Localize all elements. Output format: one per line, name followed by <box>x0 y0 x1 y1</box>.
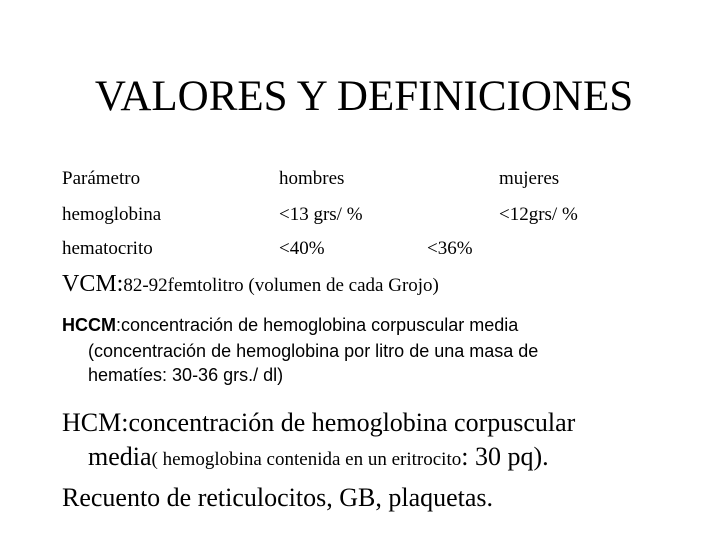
vcm-term: VCM: <box>62 271 124 297</box>
hccm-line3: hematíes: 30-36 grs./ dl) <box>88 365 284 385</box>
hcm-paragraph <box>62 406 702 478</box>
hcm-line1: HCM:concentración de hemoglobina corpuscular <box>62 408 576 437</box>
vcm-definition: 82-92femtolitro (volumen de cada Grojo) <box>123 275 439 296</box>
recuento-paragraph <box>62 481 702 515</box>
hcm-value: : 30 pq). <box>461 442 549 471</box>
hccm-line1: :concentración de hemoglobina corpuscular media <box>116 315 519 335</box>
hcm-media: media <box>88 442 152 471</box>
hccm-line2: (concentración de hemoglobina por litro de una masa de <box>88 341 539 361</box>
cell-hombres: <40% <box>279 238 325 259</box>
header-hombres: hombres <box>279 168 345 189</box>
hcm-parenthetical: ( hemoglobina contenida en un eritrocito <box>151 449 462 470</box>
header-mujeres: mujeres <box>499 168 560 189</box>
cell-parameter: hematocrito <box>62 238 153 259</box>
slide-title: VALORES Y DEFINICIONES <box>94 73 634 120</box>
recuento-text: Recuento de reticulocitos, GB, plaquetas. <box>62 483 494 512</box>
hccm-term: HCCM <box>62 315 116 335</box>
cell-mujeres: <12grs/ % <box>499 204 578 225</box>
cell-hombres: <13 grs/ % <box>279 204 363 225</box>
hccm-paragraph <box>62 313 702 387</box>
cell-parameter: hemoglobina <box>62 204 162 225</box>
vcm-paragraph <box>62 271 702 298</box>
header-parametro: Parámetro <box>62 168 141 189</box>
cell-mujeres: <36% <box>427 238 473 259</box>
